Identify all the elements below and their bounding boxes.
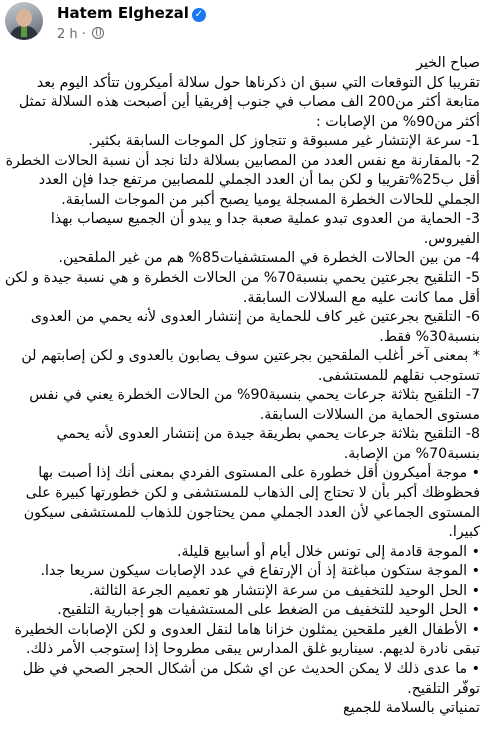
- post-line: 7- التلقيح بثلاثة جرعات يحمي بنسبة90% من الحالات الخطرة يعني في نفس مستوى الحماية من السلالات السابقة.: [29, 387, 480, 423]
- post-body: [4, 54, 480, 719]
- post-line: 8- التلقيح بثلاثة جرعات يحمي بطريقة جيدة من إنتشار العدوى لأنه يحمي بنسبة70% من الإصابة.: [56, 426, 480, 462]
- post-line: تقريبا كل التوقعات التي سبق ان ذكرناها حول سلالة أميكرون تتأكد اليوم بعد متابعة أكثر من200 الف مصاب في جنوب إفريقيا أين أصبحت هذه السلالة تمثل أكثر من90% من الإصابات :: [18, 74, 480, 130]
- post-line: • ما عدى ذلك لا يمكن الحديث عن اي شكل من أشكال الحجر الصحي في ظل توفّر التلقيح.: [22, 660, 480, 697]
- post-line: • الحل الوحيد للتخفيف من الضغط على المستشفيات هو إجبارية التلقيح.: [57, 602, 480, 619]
- author-name[interactable]: Hatem Elghezal: [57, 4, 189, 22]
- meta-separator: ·: [81, 27, 86, 42]
- post-line: * بمعنى آخر أغلب الملقحين بجرعتين سوف يصابون بالعدوى و لكن إصابتهم لن تستوجب نقلهم للمستشفى.: [21, 348, 480, 384]
- post-line: 4- من بين الحالات الخطرة في المستشفيات85% هم من غير الملقحين.: [58, 250, 480, 267]
- post-line: • الحل الوحيد للتخفيف من سرعة الإنتشار هو تعميم الجرعة الثالثة.: [88, 582, 480, 599]
- post-line: صباح الخير: [416, 55, 480, 71]
- post-timestamp[interactable]: 2 h: [57, 27, 78, 42]
- post-meta: [57, 27, 104, 42]
- post-line: • الموجة قادمة إلى تونس خلال أيام أو أسابيع قليلة.: [176, 543, 480, 560]
- post-header: [0, 0, 496, 52]
- post-line: • الأطفال الغير ملقحين يمثلون خزانا هاما لنقل العدوى و لكن الإصابات الخطيرة تبقى نادرة لديهم. سيناريو غلق المدارس يبقى مطروحا إذا إستوجب الأمر ذلك.: [14, 621, 480, 658]
- post-line: 3- الحماية من العدوى تبدو عملية صعبة جدا و يبدو أن الجميع سيصاب بهذا الفيروس.: [50, 211, 480, 247]
- post-line: 1- سرعة الإنتشار غير مسبوقة و تتجاوز كل الموجات السابقة بكثير.: [88, 133, 480, 150]
- post-line: 2- بالمقارنة مع نفس العدد من المصابين بسلالة دلتا نجد أن نسبة الحالات الخطرة أقل ب25%تقريبا و لكن بما أن العدد الجملي للمصابين مرتفع جدا فإن العدد الجملي للحالات الخطرة المسجلة يوميا يصبح أكبر من الموجات السابقة.: [5, 152, 480, 208]
- author-name-row: [57, 4, 206, 22]
- post-line: • موجة أميكرون أقل خطورة على المستوى الفردي بمعنى أنك إذا أصبت بها فحظوظك أكبر بأن لا تحتاج إلى الذهاب للمستشفى و لكن خطورتها كبيرة على المستوى الجماعي لأن العدد الجملي ممن يحتاجون للذهاب للمستشفى سيكون كبيرا.: [23, 465, 480, 541]
- post-line: • الموجة ستكون مباغتة إذ أن الإرتفاع في عدد الإصابات سيكون سريعا جدا.: [40, 563, 480, 580]
- verified-badge-icon: ✓: [192, 8, 206, 22]
- public-audience-icon[interactable]: [92, 27, 104, 39]
- post-line: 6- التلقيح بجرعتين غير كاف للحماية من إنتشار العدوى لأنه يحمي من العدوى بنسبة30% فقط.: [30, 309, 480, 345]
- post-line: 5- التلقيح بجرعتين يحمي بنسبة70% من الحالات الخطرة و هي نسبة جيدة و لكن أقل مما كانت عليه مع السلالات السابقة.: [4, 270, 480, 306]
- post-closing-line: تمنياتي بالسلامة للجميع: [343, 700, 480, 717]
- author-avatar[interactable]: [5, 2, 43, 40]
